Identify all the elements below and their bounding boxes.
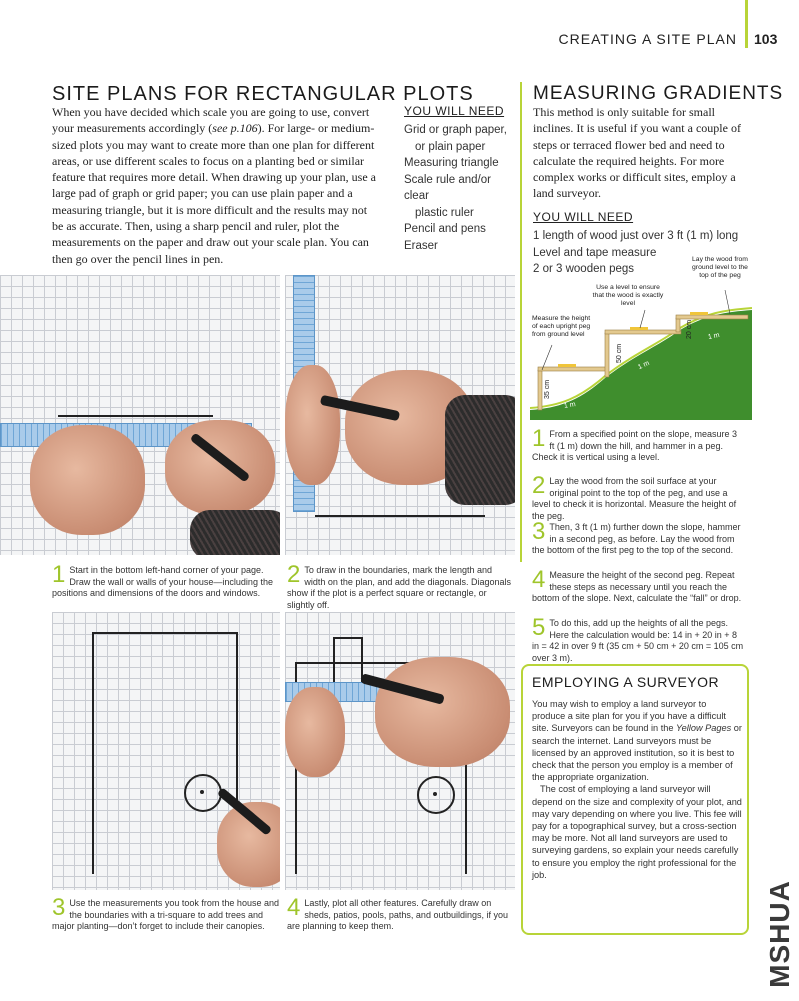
photo-step-3 <box>52 612 280 890</box>
header-accent-rule <box>745 0 748 48</box>
gradient-step-1 <box>532 425 744 464</box>
step-number: 3 <box>532 518 546 545</box>
step-text: Start in the bottom left-hand corner of your page. Draw the wall or walls of your house—including the positions and dimensions of the doors and windows. <box>52 565 273 598</box>
drawn-tree-center <box>200 790 204 794</box>
measure-m3: 1 m <box>707 331 721 342</box>
step-number: 3 <box>52 894 66 921</box>
label-measure-height: Measure the height of each upright peg from ground level <box>532 315 591 338</box>
surveyor-text <box>532 698 742 881</box>
step-number: 1 <box>532 425 546 452</box>
side-tab <box>765 878 795 988</box>
intro-part: ). For large- or medium-sized plots you may want to create more than one plan for different areas, or use different scales to focus on a planting bed or similar feature that requires more detail. When drawing up your plan, use a large pad of graph or grid paper; you can use plain paper and a measuring triangle, but it is more difficult and the results may not be as accurate. Then, using a sharp pencil and ruler, plot the measurements on the paper and draw out your scale plan. You can then go over the pencil lines in pen. <box>52 121 376 266</box>
drawn-shed <box>333 637 363 686</box>
step-number: 2 <box>532 472 546 499</box>
needs-item: plastic ruler <box>415 206 474 219</box>
surveyor-title: EMPLOYING A SURVEYOR <box>532 674 720 690</box>
height-h1: 35 cm <box>544 379 552 400</box>
yellow-pages-italic: Yellow Pages <box>676 723 732 734</box>
gradients-title: MEASURING GRADIENTS <box>533 83 784 104</box>
drawn-tree-center <box>433 792 437 796</box>
step-text: To do this, add up the heights of all the pegs. Here the calculation would be: 14 in + 20 in + 8 in = 42 in over 9 ft (35 cm + 50 cm + 20 cm = 105 cm over 3 m). <box>532 618 744 663</box>
step-text: Measure the height of the second peg. Repeat these steps as necessary until you reach the bottom of the slope. Next, calculate the “fall” or drop. <box>532 570 742 603</box>
measure-m1: 1 m <box>563 401 577 410</box>
left-hand <box>30 425 145 535</box>
gradients-intro: This method is only suitable for small inclines. It is useful if you want a couple of steps or terraced flower bed and need to calculate the required heights. For more complex works or difficult sites, employ a land surveyor. <box>533 105 741 201</box>
label-use-level: Use a level to ensure that the wood is exactly level <box>592 284 664 307</box>
you-will-need-heading: YOU WILL NEED <box>404 104 505 118</box>
step-3-caption <box>52 894 280 933</box>
level-2 <box>630 327 648 330</box>
step-1-caption <box>52 561 280 600</box>
intro-part: When you have decided which scale you are going to use, convert your measurements accordingly ( <box>52 105 370 136</box>
gradients-you-will-need-heading: YOU WILL NEED <box>533 210 634 224</box>
step-text: From a specified point on the slope, measure 3 ft (1 m) down the hill, and hammer in a peg. Check it is vertical using a level. <box>532 429 737 462</box>
pointer-line <box>640 310 645 328</box>
wood-3 <box>676 315 748 319</box>
photo-step-4 <box>285 612 515 890</box>
gradient-step-4 <box>532 566 744 605</box>
needs-item: Measuring triangle <box>404 157 499 169</box>
drawn-boundary-line <box>315 515 485 517</box>
surveyor-paragraph-2: The cost of employing a land surveyor will depend on the size and complexity of your plot, and may vary depending on where you live. This fee will pay for a topographical survey, but a cross-section may be more. Not all land surveyors are used to surveying gardens, so explain your needs carefully to ensure you employ the right professional for the job. <box>532 784 742 880</box>
wood-2 <box>605 330 681 334</box>
wood-1 <box>538 367 608 371</box>
running-head: CREATING A SITE PLAN <box>558 31 737 47</box>
needs-item: 1 length of wood just over 3 ft (1 m) long <box>533 230 739 242</box>
level-3 <box>690 312 708 315</box>
photo-step-2 <box>285 275 515 555</box>
step-number: 4 <box>287 894 301 921</box>
step-text: Then, 3 ft (1 m) further down the slope, hammer in a second peg, as before. Lay the wood from the bottom of the first peg to the top of the second. <box>532 522 741 555</box>
gradient-step-3 <box>532 518 744 557</box>
site-plans-needs-list <box>404 122 516 254</box>
gradient-diagram <box>530 256 752 420</box>
site-plans-intro <box>52 104 378 267</box>
step-4-caption <box>287 894 513 933</box>
peg-3 <box>676 318 680 332</box>
needs-item: Scale rule and/or clear <box>404 173 491 202</box>
sleeve <box>445 395 515 505</box>
step-text: To draw in the boundaries, mark the length and width on the plan, and add the diagonals. Diagonals show if the plot is a perfect square or rectangle, or slightly off. <box>287 565 512 610</box>
step-number: 2 <box>287 561 301 588</box>
needs-item: Grid or graph paper, <box>404 124 507 136</box>
step-number: 5 <box>532 614 546 641</box>
step-text: Lay the wood from the soil surface at your original point to the top of the peg, and use a level to check it is horizontal. Measure the height of the peg. <box>532 476 737 521</box>
intro-page-ref: see p.106 <box>212 121 258 136</box>
needs-item: 2 or 3 wooden pegs <box>533 263 635 275</box>
gradient-step-2 <box>532 472 744 522</box>
right-hand <box>375 657 510 767</box>
peg-1 <box>538 370 542 410</box>
height-h2: 50 cm <box>616 343 624 364</box>
surveyor-paragraph-1 <box>532 698 742 783</box>
sleeve <box>190 510 280 555</box>
pointer-line <box>542 345 552 370</box>
column-divider <box>520 82 522 562</box>
level-1 <box>558 364 576 367</box>
needs-item: Level and tape measure <box>533 246 657 259</box>
left-hand <box>285 365 340 485</box>
height-h3: 20 cm <box>686 319 694 340</box>
step-number: 1 <box>52 561 66 588</box>
peg-2 <box>605 333 609 377</box>
photo-step-1 <box>0 275 280 555</box>
side-tab-label: MSHUA <box>764 880 795 988</box>
needs-item: Eraser <box>404 239 438 252</box>
label-lay-wood: Lay the wood from ground level to the top of the peg <box>692 256 748 279</box>
site-plans-title: SITE PLANS FOR RECTANGULAR PLOTS <box>52 83 474 105</box>
right-hand <box>165 420 275 515</box>
text-part: You may wish to employ a land surveyor to produce a site plan for you if you have a difficult site. Surveyors can be found in the <box>532 699 726 734</box>
step-text: Lastly, plot all other features. Carefully draw on sheds, patios, pools, paths, and outbuildings, if you are planning to keep them. <box>287 898 508 931</box>
step-text: Use the measurements you took from the house and the boundaries with a tri-square to add trees and major planting—don’t forget to include their canopies. <box>52 898 279 931</box>
drawn-wall-line <box>58 415 213 417</box>
needs-item: Pencil and pens <box>404 223 486 235</box>
step-number: 4 <box>532 566 546 593</box>
step-2-caption <box>287 561 513 611</box>
needs-item: or plain paper <box>415 140 486 153</box>
gradient-step-5 <box>532 614 744 664</box>
left-hand <box>285 687 345 777</box>
measure-m2: 1 m <box>637 359 651 372</box>
page-number: 103 <box>754 31 778 47</box>
text-part: or search the internet. Land surveyors must be licensed by an approved institution, so it is best to check that the person you employ is a member of the appropriate organization. <box>532 723 742 783</box>
